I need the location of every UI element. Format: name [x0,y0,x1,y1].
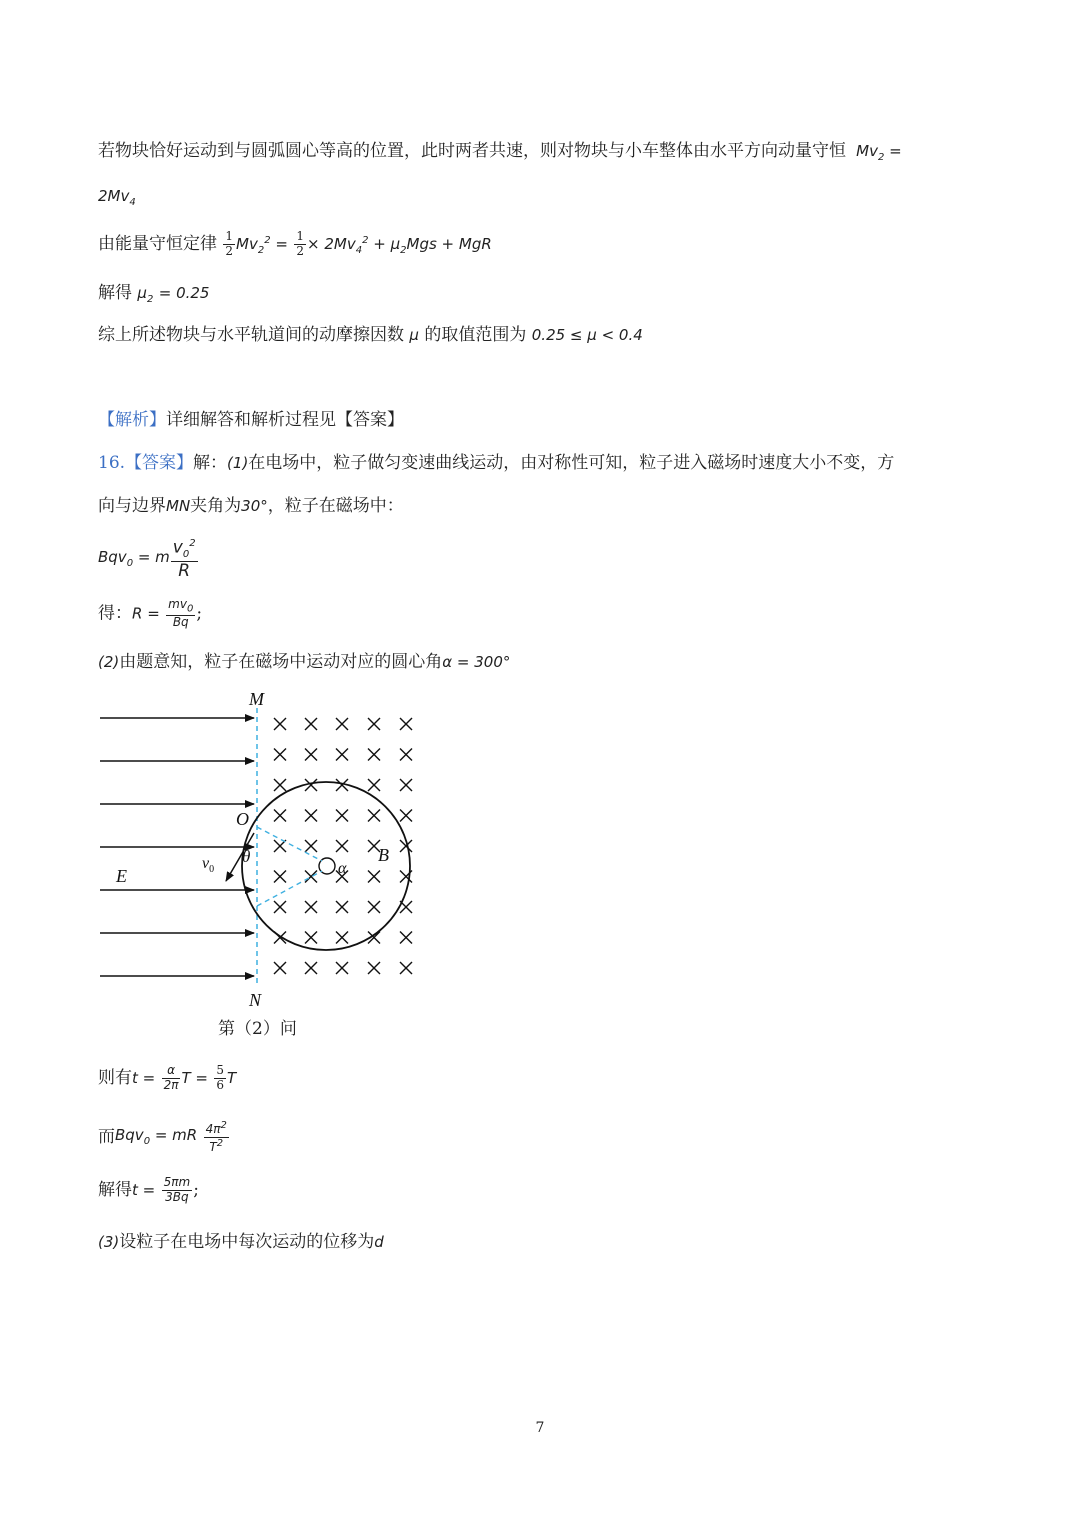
field-cross [336,840,348,852]
field-cross [274,871,286,883]
label-e: E [116,866,127,886]
question-number: 16. [98,453,126,473]
solve-label: 解得 [98,283,132,303]
label-m: M [249,689,264,709]
label-theta: θ [242,847,251,866]
part1-label: (1) [227,454,249,472]
field-cross [305,718,317,730]
summary-text: 综上所述物块与水平轨道间的动摩擦因数 [98,325,404,345]
field-cross [305,901,317,913]
label-o: O [236,809,249,829]
field-cross [400,779,412,791]
time-result: 解得t = $\frac{5\pi m}{3Bq}$ ; [98,1175,199,1204]
field-cross [400,810,412,822]
field-cross [305,962,317,974]
field-cross [336,901,348,913]
part3-text: 设粒子在电场中每次运动的位移为 [119,1232,375,1252]
label-v0-sub: 0 [209,864,215,875]
q16-line-1 [98,455,894,472]
field-cross [400,962,412,974]
momentum-equation-a: $Mv_2$ = [851,142,902,163]
displacement-d: d [374,1233,384,1251]
field-cross [305,871,317,883]
field-cross [274,779,286,791]
field-cross [305,749,317,761]
alpha-over-2pi: $\frac{\alpha}{2\pi}$ [163,1063,179,1092]
field-cross [368,718,380,730]
mu2-value: = 0.25 [158,284,210,302]
label-v0-main: v [202,855,210,872]
angle-30: 30° [241,497,268,515]
field-cross [305,810,317,822]
radius-lower [257,871,322,906]
mu-range: 0.25 ≤ μ < 0.4 [531,326,643,344]
label-v0 [202,855,214,875]
and-prefix: 而 [98,1126,115,1147]
label-b: B [378,845,389,865]
field-cross [368,901,380,913]
field-diagram [96,688,436,1008]
field-cross [305,932,317,944]
mu-symbol: μ [409,326,419,344]
electric-field-arrows [100,718,254,976]
field-cross [400,932,412,944]
summary-line [98,327,643,344]
momentum-text: 若物块恰好运动到与圆弧圆心等高的位置，此时两者共速，则对物块与小车整体由水平方向动量守恒 [98,141,846,161]
label-n: N [249,990,262,1008]
five-sixths: $\frac{5}{6}$ [216,1063,225,1092]
field-cross [274,718,286,730]
energy-line [98,230,492,259]
field-cross [368,810,380,822]
energy-text: 由能量守恒定律 [98,233,217,254]
field-cross [368,779,380,791]
part2-line [98,654,510,671]
part3-label: (3) [98,1233,120,1251]
solution-intro: 解： [193,453,228,473]
field-cross [368,962,380,974]
figure-caption: 第（2）问 [218,1019,297,1039]
part1-text-c: ，粒子在磁场中： [267,496,404,516]
field-cross [400,749,412,761]
five-pi-m-over-3bq: $\frac{5\pi m}{3Bq}$ [163,1175,191,1204]
half-fraction-2: $\frac{1}{2}$ [296,229,305,258]
boundary-mn: MN [166,497,191,515]
analysis-line [98,412,404,429]
part1-text-a: 向与边界 [98,496,166,516]
result-prefix: 得： [98,603,132,624]
field-cross [336,962,348,974]
page-number: 7 [535,1420,545,1436]
field-cross [368,749,380,761]
solve-prefix: 解得 [98,1179,132,1200]
q16-line-2 [98,498,404,515]
part1-text-b: 夹角为 [190,496,242,516]
energy-eq-part2: × $2Mv_4^2 + \mu_2Mgs$ + MgR [307,234,492,256]
then-prefix: 则有 [98,1067,132,1088]
summary-tail: 的取值范围为 [424,325,527,345]
field-cross [336,932,348,944]
four-pi-sq-over-tsq: $\frac{4\pi^2}{T^2}$ [205,1120,227,1154]
answer-tag: 【答案】 [125,453,194,473]
part1-text: 在电场中，粒子做匀变速曲线运动，由对称性可知，粒子进入磁场时速度大小不变，方 [248,453,895,473]
energy-eq-part1: $Mv_2^2$ = [236,234,288,256]
mu2-symbol: $\mu_2$ [137,284,154,305]
mv0-over-bq: $\frac{mv_0}{Bq}$ [168,597,194,629]
analysis-tag: 【解析】 [98,410,166,430]
solve-mu2-line [98,285,209,305]
field-cross [368,871,380,883]
field-cross [274,901,286,913]
part3-line [98,1234,384,1251]
label-alpha: α [338,860,347,877]
period-equation: 而Bqv$_0$ = mR $\frac{4\pi^2}{T^2}$ [98,1120,227,1154]
momentum-line [98,143,902,163]
v0sq-over-r: $\frac{v_0^2}{R}$ [172,537,196,581]
lorentz-equation: Bqv$_0$ = m $\frac{v_0^2}{R}$ [98,537,196,581]
part2-text: 由题意知，粒子在磁场中运动对应的圆心角 [119,652,443,672]
field-cross [274,749,286,761]
alpha-300: α = 300° [442,653,511,671]
field-cross [274,810,286,822]
magnetic-field-crosses [274,718,412,974]
field-cross [400,718,412,730]
part2-label: (2) [98,653,120,671]
analysis-text: 详细解答和解析过程见【答案】 [166,410,404,430]
field-cross [336,718,348,730]
radius-result: 得：R = $\frac{mv_0}{Bq}$ ; [98,597,203,629]
field-cross [336,810,348,822]
half-fraction-1: $\frac{1}{2}$ [225,229,234,258]
period-relation: 则有t = $\frac{\alpha}{2\pi}$ T = $\frac{5}{6}$ T [98,1063,237,1092]
field-cross [305,840,317,852]
field-cross [336,749,348,761]
field-cross [274,962,286,974]
momentum-equation-b: $2Mv_4$ [98,187,136,208]
